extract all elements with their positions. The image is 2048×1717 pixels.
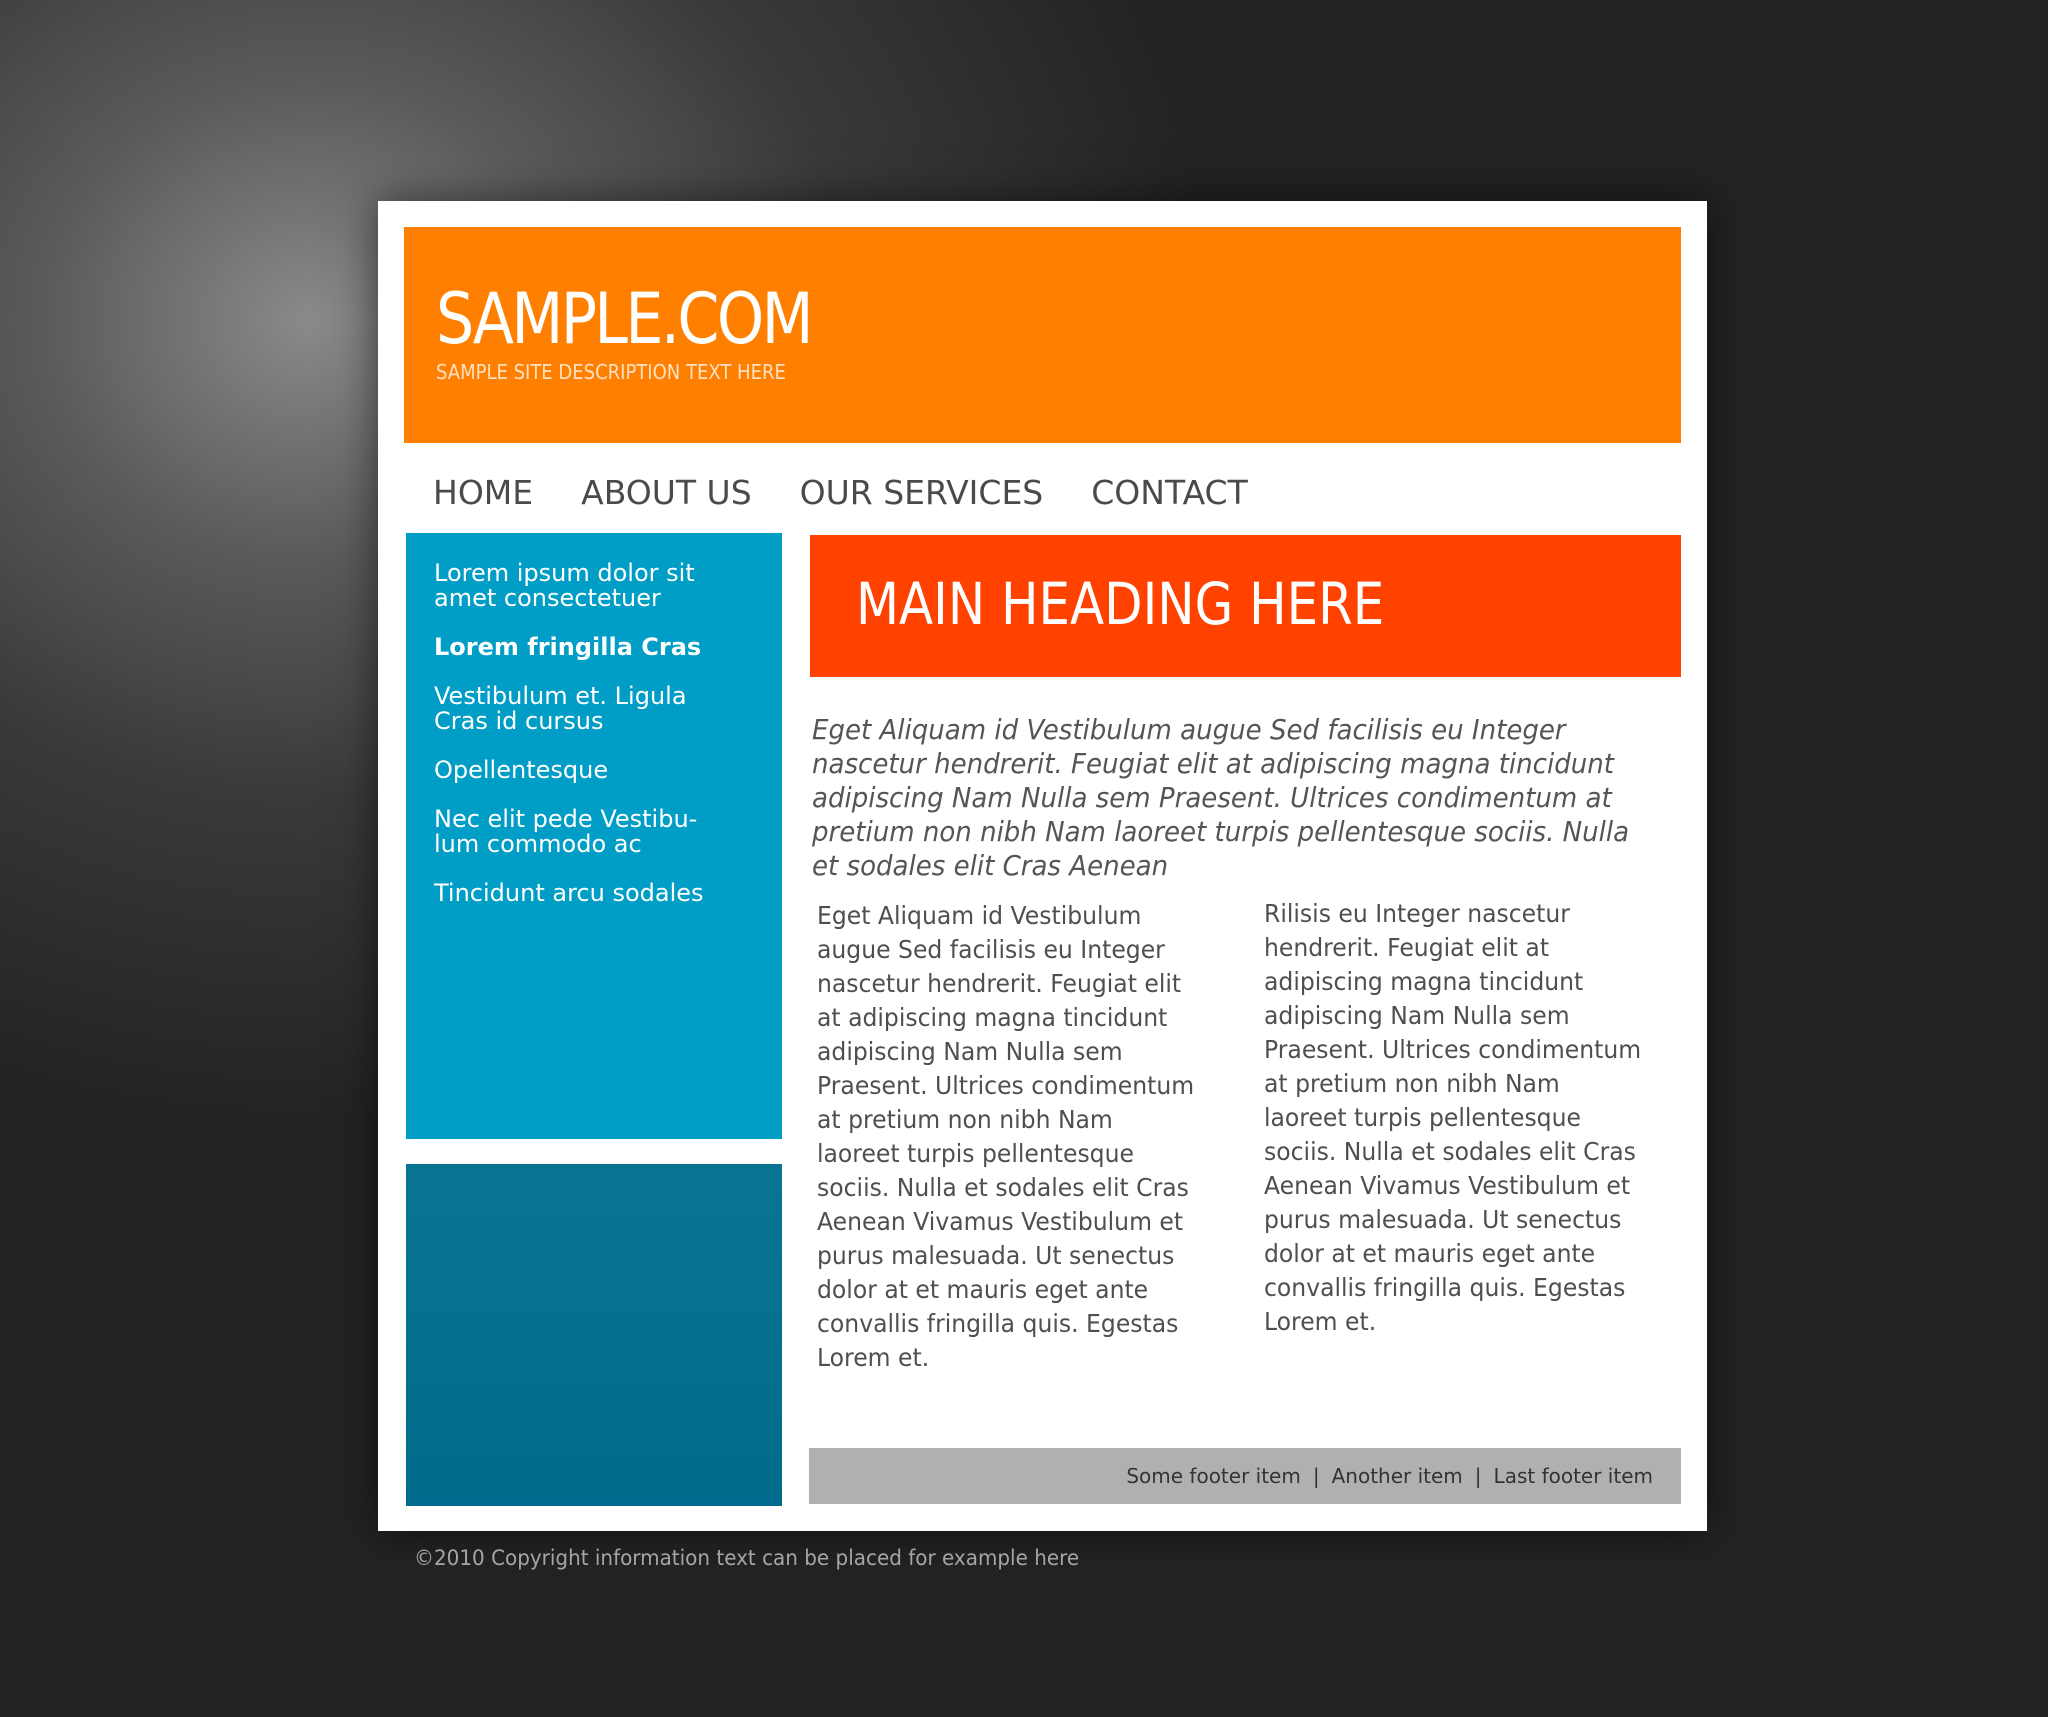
main-nav [433, 463, 1296, 523]
nav-item-contact[interactable]: CONTACT [1091, 473, 1248, 512]
sidebar-item[interactable]: Vestibulum et. Ligula Cras id cursus [434, 682, 687, 735]
body-column-left: Eget Aliquam id Vestibulum augue Sed facilisis eu Integer nascetur hendrerit. Feugiat elit at adipiscing magna tincidunt adipiscing Nam Nulla sem Praesent. Ultrices condimentum at pretium non nibh Nam laoreet turpis pellentesque sociis. Nulla et sodales elit Cras Aenean Vivamus Vestibulum et purus malesuada. Ut senectus dolor at et mauris eget ante convallis fringilla quis. Egestas Lorem et. [817, 901, 1195, 1372]
intro-paragraph: Eget Aliquam id Vestibulum augue Sed facilisis eu Integer nascetur hendrerit. Feugiat elit at adipiscing magna tincidunt adipiscing Nam Nulla sem Praesent. Ultrices condimentum at pretium non nibh Nam laoreet turpis pellentesque sociis. Nulla et sodales elit Cras Aenean [812, 713, 1630, 882]
main-heading-banner [810, 535, 1681, 677]
page-container [378, 201, 1707, 1531]
footer-bar [809, 1448, 1681, 1504]
nav-item-our-services[interactable]: OUR SERVICES [799, 473, 1044, 512]
copyright-text: ©2010 Copyright information text can be placed for example here [414, 1546, 1080, 1570]
sidebar-item-active[interactable]: Lorem fringilla Cras [434, 633, 702, 661]
sidebar-menu-panel [406, 533, 782, 1139]
footer-separator: | [1474, 1464, 1482, 1488]
sidebar-bottom-panel [406, 1164, 782, 1506]
sidebar-item[interactable]: Lorem ipsum dolor sit amet consectetuer [434, 559, 695, 612]
sidebar-list [434, 561, 734, 930]
main-heading: MAIN HEADING HERE [856, 570, 1385, 638]
site-header [404, 227, 1681, 443]
sidebar-item[interactable]: Tincidunt arcu sodales [434, 879, 704, 907]
footer-link-last-item[interactable]: Last footer item [1493, 1464, 1653, 1488]
nav-item-about-us[interactable]: ABOUT US [581, 473, 752, 512]
sidebar-item[interactable]: Nec elit pede Vestibu-lum commodo ac [434, 805, 698, 858]
site-title[interactable]: SAMPLE.COM [436, 278, 812, 360]
footer-separator: | [1312, 1464, 1320, 1488]
footer-link-another-item[interactable]: Another item [1331, 1464, 1463, 1488]
nav-item-home[interactable]: HOME [433, 473, 534, 512]
sidebar-item[interactable]: Opellentesque [434, 756, 609, 784]
site-description: SAMPLE SITE DESCRIPTION TEXT HERE [436, 360, 786, 384]
body-column-right: Rilisis eu Integer nascetur hendrerit. Feugiat elit at adipiscing magna tincidunt adipiscing Nam Nulla sem Praesent. Ultrices condimentum at pretium non nibh Nam laoreet turpis pellentesque sociis. Nulla et sodales elit Cras Aenean Vivamus Vestibulum et purus malesuada. Ut senectus dolor at et mauris eget ante convallis fringilla quis. Egestas Lorem et. [1264, 899, 1642, 1336]
footer-link-some-item[interactable]: Some footer item [1126, 1464, 1301, 1488]
